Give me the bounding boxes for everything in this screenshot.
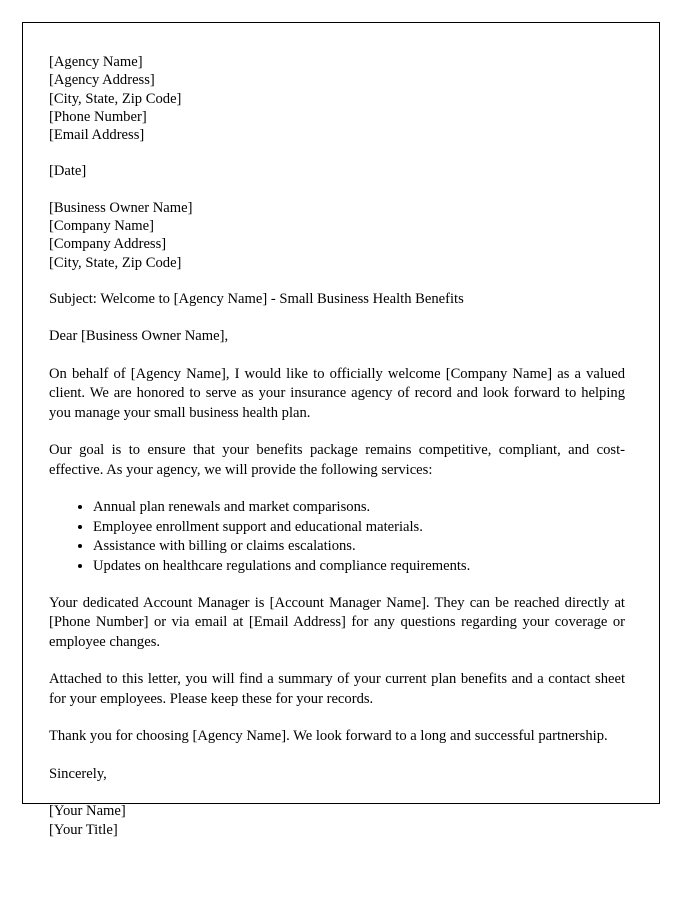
letter-page [22,22,660,838]
closing: Sincerely, [49,765,107,782]
sender-line: [Phone Number] [49,108,147,125]
signature-line: [Your Name] [49,803,126,820]
list-item: • Assistance with billing or claims escalations. [93,537,625,556]
date-line: [Date] [49,163,87,180]
recipient-line: [Company Name] [49,218,154,235]
sender-address-block [49,53,625,144]
body-paragraph-1: On behalf of [Agency Name], I would like to officially welcome [Company Name] as a valued client. We are honored to serve as your insurance agency of record and look forward to helping you manage your small business health plan. [49,365,625,421]
services-list [49,498,625,576]
signature-block [49,802,625,839]
recipient-address-block [49,199,625,272]
sender-line: [Agency Address] [49,72,155,89]
recipient-line: [Business Owner Name] [49,199,193,216]
recipient-line: [City, State, Zip Code] [49,254,182,271]
sender-line: [Agency Name] [49,54,143,70]
sender-line: [Email Address] [49,127,145,144]
subject-line: Subject: Welcome to [Agency Name] - Small Business Health Benefits [49,290,464,307]
body-paragraph-2: Our goal is to ensure that your benefits package remains competitive, compliant, and cost-effective. As your agency, we will provide the following services: [49,442,625,478]
recipient-line: [Company Address] [49,236,167,253]
signature-line: [Your Title] [49,821,118,838]
sender-line: [City, State, Zip Code] [49,90,182,107]
date-block [49,162,625,180]
letter-content [23,23,659,839]
salutation: Dear [Business Owner Name], [49,328,229,345]
body-paragraph-5: Thank you for choosing [Agency Name]. We look forward to a long and successful partnership. [49,728,608,745]
list-item: • Employee enrollment support and educational materials. [93,518,625,537]
body-paragraph-3: Your dedicated Account Manager is [Account Manager Name]. They can be reached directly at [Phone Number] or via email at [Email Address] for any questions regarding your coverage or employee changes. [49,594,625,650]
body-paragraph-4: Attached to this letter, you will find a summary of your current plan benefits and a contact sheet for your employees. Please keep these for your records. [49,671,625,707]
list-item: • Updates on healthcare regulations and compliance requirements. [93,557,625,576]
list-item: • Annual plan renewals and market comparisons. [93,498,625,517]
